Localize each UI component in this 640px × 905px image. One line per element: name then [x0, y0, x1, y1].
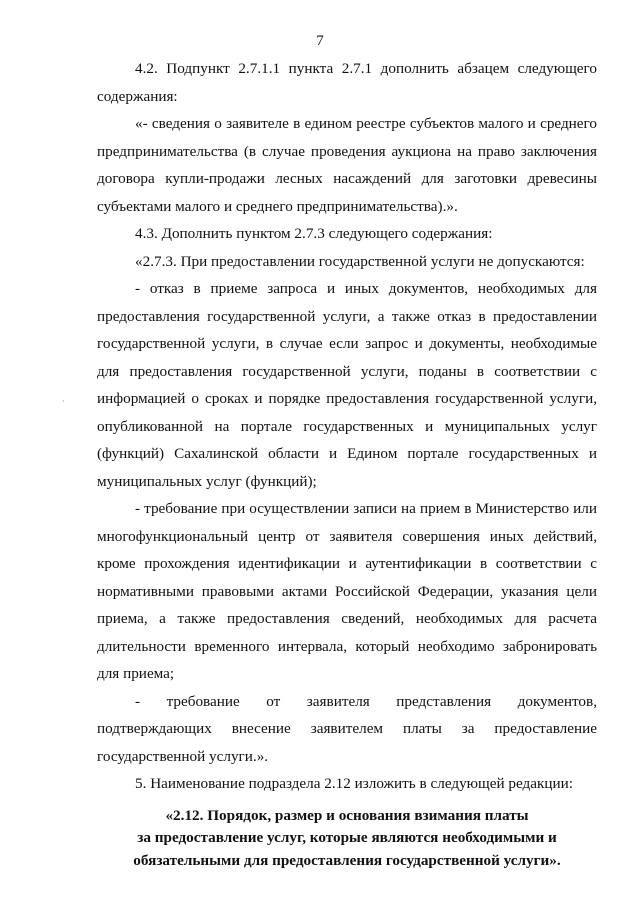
- paragraph-appointment-requirement: - требование при осуществлении записи на прием в Министерство или многофункциональный центр от заявителя совершения иных действий, кроме прохождения идентификации и аутентификации в соответствии с нормативными правовыми актами Российской Федерации, указания цели приема, а также предоставления сведений, необходимых для расчета длительности временного интервала, который необходимо забронировать для приема;: [97, 500, 597, 682]
- heading-line: «2.12. Порядок, размер и основания взимания платы: [165, 806, 529, 824]
- paragraph-4-2: 4.2. Подпункт 2.7.1.1 пункта 2.7.1 дополнить абзацем следующего содержания:: [97, 60, 597, 105]
- document-body: [97, 55, 597, 872]
- subsection-heading: [97, 805, 597, 873]
- paragraph-quoted-registry: «- сведения о заявителе в едином реестре субъектов малого и среднего предпринимательства (в случае проведения аукциона на право заключения договора купли-продажи лесных насаждений для заготовки древесины субъектами малого и среднего предпринимательства).».: [97, 115, 597, 215]
- paragraph-5: 5. Наименование подраздела 2.12 изложить в следующей редакции:: [135, 775, 573, 792]
- heading-line: за предоставление услуг, которые являются необходимыми и: [137, 829, 557, 846]
- paragraph-4-3: 4.3. Дополнить пунктом 2.7.3 следующего содержания:: [135, 225, 493, 242]
- heading-line: обязательными для предоставления государственной услуги».: [133, 851, 561, 869]
- page-number: 7: [316, 33, 324, 49]
- paragraph-2-7-3: «2.7.3. При предоставлении государственной услуги не допускаются:: [135, 252, 585, 270]
- paragraph-payment-documents: - требование от заявителя представления документов, подтверждающих внесение заявителем платы за предоставление государственной услуги.».: [97, 692, 597, 765]
- paragraph-refusal: - отказ в приеме запроса и иных документов, необходимых для предоставления государственной услуги, а также отказ в предоставлении государственной услуги, в случае если запрос и документы, необходимые для предоставления государственной услуги, поданы в соответствии с информацией о сроках и порядке предоставления государственной услуги, опубликованной на портале государственных и муниципальных услуг (функций) Сахалинской области и Едином портале государственных и муниципальных услуг (функций);: [97, 280, 597, 490]
- margin-dot: ·: [62, 397, 65, 406]
